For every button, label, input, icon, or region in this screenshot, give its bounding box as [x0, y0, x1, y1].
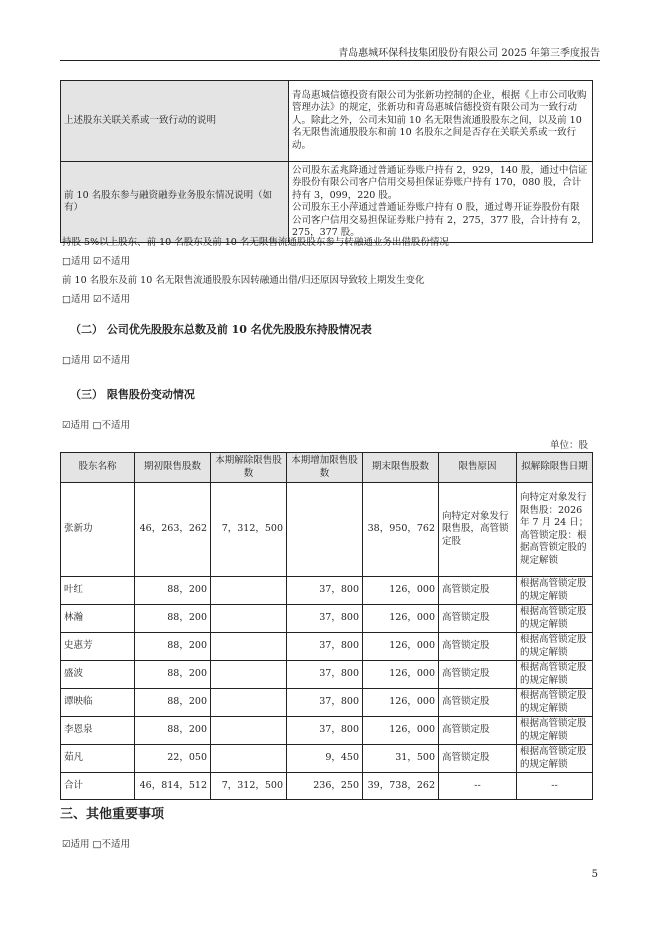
column-header: 期末限售股数: [363, 453, 439, 483]
table-cell: [211, 633, 287, 661]
table-cell: 高管锁定股: [439, 745, 517, 773]
page-header: 青岛惠城环保科技集团股份有限公司 2025 年第三季度报告: [338, 48, 600, 59]
table-cell: 向特定对象发行限售股：2026 年 7 月 24 日；高管锁定股：根据高管锁定股的规定解锁: [517, 483, 593, 577]
table-cell: 根据高管锁定股的规定解锁: [517, 605, 593, 633]
table-row: [61, 689, 593, 717]
table-cell: 37，800: [287, 689, 363, 717]
table-cell: 史惠芳: [61, 633, 135, 661]
row-content: [289, 162, 593, 243]
table-cell: 盛波: [61, 661, 135, 689]
table-cell: 39，738，262: [363, 773, 439, 800]
table-cell: [211, 661, 287, 689]
table-total-row: [61, 773, 593, 800]
table-cell: --: [439, 773, 517, 800]
section-title: 三、其他重要事项: [60, 807, 165, 822]
table-cell: 茹凡: [61, 745, 135, 773]
section-title: （二） 公司优先股股东总数及前 10 名优先股股东持股情况表: [70, 323, 372, 336]
table-cell: 合计: [61, 773, 135, 800]
table-cell: 林瀚: [61, 605, 135, 633]
table-cell: 根据高管锁定股的规定解锁: [517, 689, 593, 717]
table-cell: 高管锁定股: [439, 605, 517, 633]
table-cell: 37，800: [287, 577, 363, 605]
table-cell: 9，450: [287, 745, 363, 773]
table-cell: [287, 483, 363, 577]
table-cell: 李恩泉: [61, 717, 135, 745]
restricted-shares-table: [60, 452, 593, 800]
column-header: 本期解除限售股数: [211, 453, 287, 483]
table-cell: 37，800: [287, 661, 363, 689]
table-cell: 向特定对象发行限售股，高管锁定股: [439, 483, 517, 577]
checkbox-option: □适用 ☑不适用: [62, 294, 131, 305]
section-title: （三） 限售股份变动情况: [70, 388, 195, 401]
table-cell: 236，250: [287, 773, 363, 800]
header-rule: [60, 60, 600, 61]
table-cell: 叶红: [61, 577, 135, 605]
paragraph: 前 10 名股东及前 10 名无限售流通股股东因转融通出借/归还原因导致较上期发生变化: [62, 275, 425, 286]
table-cell: 22，050: [135, 745, 211, 773]
row-content: 青岛惠城信德投资有限公司为张新功控制的企业，根据《上市公司收购管理办法》的规定，张新功和青岛惠城信德投资有限公司为一致行动人。除此之外，公司未知前 10 名无限售流通股股东之间，以及前 10 名无限售流通股股东和前 10 名股东之间是否存在关联关系或一致行动。: [289, 81, 593, 162]
table-cell: [211, 577, 287, 605]
table-cell: 根据高管锁定股的规定解锁: [517, 661, 593, 689]
table-row: [61, 717, 593, 745]
content-line: 公司股东孟兆降通过普通证券账户持有 2，929，140 股，通过中信证券股份有限公司客户信用交易担保证券账户持有 170，080 股，合计持有 3，099，220 股。: [292, 164, 588, 201]
checkbox-option: □适用 ☑不适用: [62, 355, 131, 366]
table-cell: 88，200: [135, 633, 211, 661]
table-cell: 高管锁定股: [439, 577, 517, 605]
table-row: [61, 605, 593, 633]
table-cell: 126，000: [363, 717, 439, 745]
table-cell: 126，000: [363, 689, 439, 717]
table-cell: 高管锁定股: [439, 717, 517, 745]
column-header: 本期增加限售股数: [287, 453, 363, 483]
row-label: 上述股东关联关系或一致行动的说明: [61, 81, 289, 162]
table-cell: [211, 717, 287, 745]
table-cell: 46，814，512: [135, 773, 211, 800]
table-cell: 根据高管锁定股的规定解锁: [517, 745, 593, 773]
table-cell: 126，000: [363, 577, 439, 605]
unit-label: 单位：股: [549, 440, 588, 451]
checkbox-option: ☑适用 □不适用: [62, 839, 131, 850]
table-row: [61, 483, 593, 577]
table-cell: 谭映临: [61, 689, 135, 717]
table-cell: 38，950，762: [363, 483, 439, 577]
table-row: [61, 661, 593, 689]
table-cell: 88，200: [135, 717, 211, 745]
content-line: 公司股东王小萍通过普通证券账户持有 0 股，通过粤开证券股份有限公司客户信用交易担保证券账户持有 2，275，377 股，合计持有 2，275，377 股。: [292, 202, 587, 238]
table-cell: 126，000: [363, 633, 439, 661]
table-cell: 7，312，500: [211, 483, 287, 577]
table-cell: [211, 605, 287, 633]
table-row: [61, 633, 593, 661]
table-cell: 37，800: [287, 717, 363, 745]
table-cell: --: [517, 773, 593, 800]
paragraph: 持股 5%以上股东、前 10 名股东及前 10 名无限售流通股股东参与转融通业务出借股份情况: [62, 237, 449, 248]
table-cell: 88，200: [135, 689, 211, 717]
table-cell: 88，200: [135, 605, 211, 633]
checkbox-option: ☑适用 □不适用: [62, 420, 131, 431]
table-cell: 高管锁定股: [439, 689, 517, 717]
table-cell: 46，263，262: [135, 483, 211, 577]
table-row: [61, 81, 593, 162]
table-cell: [211, 689, 287, 717]
column-header: 期初限售股数: [135, 453, 211, 483]
shareholder-info-table: [60, 80, 593, 243]
table-cell: 高管锁定股: [439, 661, 517, 689]
table-cell: 126，000: [363, 605, 439, 633]
table-row: [61, 745, 593, 773]
column-header: 股东名称: [61, 453, 135, 483]
table-cell: 126，000: [363, 661, 439, 689]
table-cell: 88，200: [135, 577, 211, 605]
column-header: 拟解除限售日期: [517, 453, 593, 483]
page-number: 5: [591, 869, 598, 880]
table-cell: 高管锁定股: [439, 633, 517, 661]
table-cell: 88，200: [135, 661, 211, 689]
checkbox-option: □适用 ☑不适用: [62, 256, 131, 267]
table-cell: 7，312，500: [211, 773, 287, 800]
table-row: [61, 577, 593, 605]
table-cell: 根据高管锁定股的规定解锁: [517, 717, 593, 745]
table-cell: 根据高管锁定股的规定解锁: [517, 577, 593, 605]
table-cell: 37，800: [287, 605, 363, 633]
table-cell: 37，800: [287, 633, 363, 661]
table-row: [61, 162, 593, 243]
table-cell: [211, 745, 287, 773]
column-header: 限售原因: [439, 453, 517, 483]
row-label: 前 10 名股东参与融资融券业务股东情况说明（如有）: [61, 162, 289, 243]
table-cell: 张新功: [61, 483, 135, 577]
table-header-row: [61, 453, 593, 483]
table-cell: 根据高管锁定股的规定解锁: [517, 633, 593, 661]
table-cell: 31，500: [363, 745, 439, 773]
